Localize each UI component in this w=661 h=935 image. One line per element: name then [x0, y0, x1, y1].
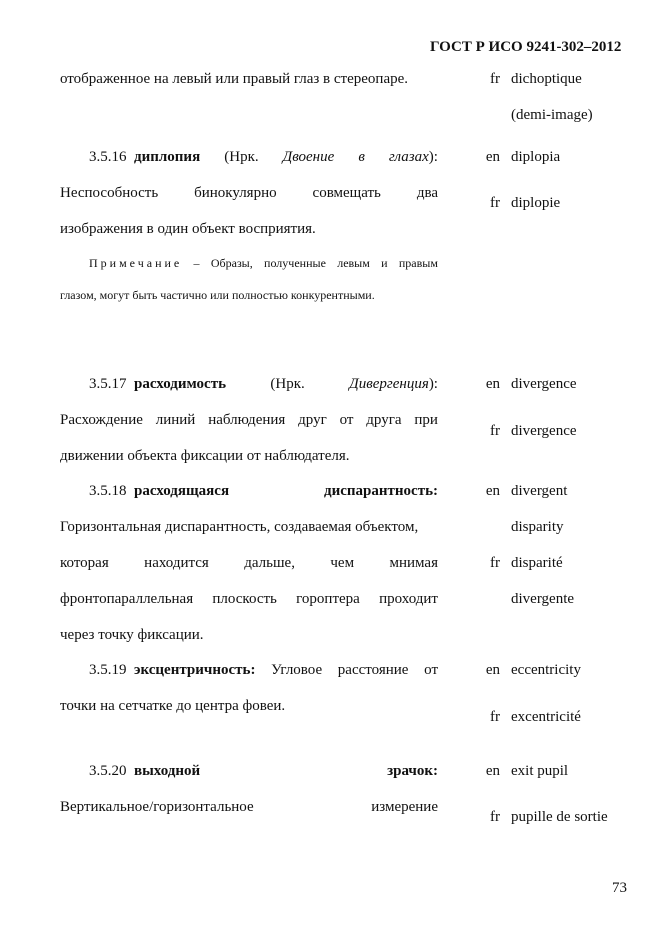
def-word: друга	[366, 412, 402, 428]
en-term: eccentricity	[511, 662, 581, 678]
prev-fr-term	[474, 70, 582, 88]
def-word: два	[416, 185, 438, 201]
entry-3-5-17-en	[474, 375, 577, 393]
entry-3-5-18-definition-line2	[60, 554, 438, 572]
lang-code-en: en	[485, 376, 500, 392]
lang-code-fr: fr	[490, 809, 500, 825]
lang-code-fr: fr	[490, 71, 500, 87]
lang-code-en: en	[485, 483, 500, 499]
note-open: (Нрк.	[270, 376, 305, 392]
def-word: которая	[60, 555, 109, 571]
entry-3-5-18-definition-line4: через точку фиксации.	[60, 627, 204, 643]
entry-number: 3.5.16	[89, 149, 127, 165]
remark-word: –	[193, 256, 200, 270]
entry-number: 3.5.17	[89, 376, 127, 392]
def-word: при	[414, 412, 438, 428]
def-word: мнимая	[389, 555, 438, 571]
entry-3-5-17-definition-line1	[60, 411, 438, 429]
entry-3-5-17-heading	[89, 375, 438, 393]
remark-word: Образы,	[210, 256, 253, 270]
lang-code-en: en	[485, 662, 500, 678]
lang-code-fr: fr	[490, 709, 500, 725]
entry-3-5-17-definition-line2: движении объекта фиксации от наблюдателя.	[60, 448, 350, 464]
fr-term: disparité	[511, 555, 563, 571]
note-word: Двоение	[282, 149, 335, 165]
remark-word: правым	[398, 256, 438, 270]
def-word: друг	[298, 412, 327, 428]
prev-definition-line: отображенное на левый или правый глаз в стереопаре.	[60, 71, 409, 87]
entry-3-5-20-definition-line1	[60, 798, 438, 816]
document-code-header: ГОСТ Р ИСО 9241-302–2012	[430, 39, 622, 55]
page-number: 73	[612, 880, 627, 896]
entry-3-5-20-heading	[89, 762, 438, 780]
lang-code-fr: fr	[490, 195, 500, 211]
def-word: измерение	[371, 799, 438, 815]
remark-word: левым	[337, 256, 370, 270]
en-term: diplopia	[511, 149, 561, 165]
remark-word: и	[381, 256, 388, 270]
def-word: находится	[144, 555, 209, 571]
entry-3-5-18-en	[474, 482, 567, 500]
entry-term: эксцентричность:	[134, 662, 256, 678]
def-word: бинокулярно	[194, 185, 277, 201]
entry-3-5-16-heading	[89, 148, 438, 166]
def-word: Угловое	[271, 662, 323, 678]
entry-3-5-16-remark-line2: глазом, могут быть частично или полностью конкурентными.	[60, 288, 375, 302]
def-word: наблюдения	[208, 412, 286, 428]
entry-3-5-19-definition-line2: точки на сетчатке до центра фовеи.	[60, 698, 286, 714]
lang-code-en: en	[485, 149, 500, 165]
entry-term: диплопия	[134, 149, 201, 165]
note-close: ):	[428, 376, 438, 392]
entry-term: расходящаяся	[134, 483, 230, 499]
lang-code-fr: fr	[490, 555, 500, 571]
fr-term: diplopie	[511, 195, 561, 211]
def-word: Вертикальное/горизонтальное	[60, 799, 254, 815]
entry-term: диспарантность:	[324, 483, 438, 499]
def-word: от	[424, 662, 438, 678]
entry-3-5-16-definition-line1	[60, 184, 438, 202]
note-word: Дивергенция	[349, 376, 429, 392]
entry-3-5-19-fr	[474, 708, 581, 726]
note-close: ):	[428, 149, 438, 165]
entry-number: 3.5.19	[89, 662, 127, 678]
lang-code-fr: fr	[490, 423, 500, 439]
en-term: divergence	[511, 376, 577, 392]
def-word: дальше,	[244, 555, 295, 571]
def-word: гороптера	[296, 591, 360, 607]
entry-3-5-18-definition-line3	[60, 590, 438, 608]
note-word: глазах	[388, 149, 429, 165]
fr-term: pupille de sortie	[511, 809, 608, 825]
prev-fr-term-cont: (demi-image)	[511, 107, 593, 123]
entry-term: выходной	[134, 763, 201, 779]
en-term: exit pupil	[511, 763, 569, 779]
entry-number: 3.5.20	[89, 763, 127, 779]
entry-term: расходимость	[134, 376, 227, 392]
entry-3-5-18-definition-line1: Горизонтальная диспарантность, создаваемая объектом,	[60, 519, 419, 535]
entry-3-5-18-fr-cont: divergente	[511, 591, 575, 607]
def-word: плоскость	[212, 591, 277, 607]
entry-term: зрачок:	[387, 763, 438, 779]
fr-term: divergence	[511, 423, 577, 439]
def-word: чем	[330, 555, 355, 571]
entry-3-5-18-heading	[89, 482, 438, 500]
entry-3-5-19-en	[474, 661, 581, 679]
def-word: расстояние	[337, 662, 409, 678]
entry-3-5-16-definition-line2: изображения в один объект восприятия.	[60, 221, 316, 237]
entry-number: 3.5.18	[89, 483, 127, 499]
note-open: (Нрк.	[224, 149, 259, 165]
entry-3-5-17-fr	[474, 422, 577, 440]
entry-3-5-16-fr	[474, 194, 560, 212]
entry-3-5-20-fr	[474, 808, 608, 826]
remark-label: Примечание	[89, 256, 183, 270]
entry-3-5-18-fr	[474, 554, 563, 572]
entry-3-5-16-remark-line1	[89, 256, 438, 270]
entry-3-5-19-heading	[89, 661, 438, 679]
note-word: в	[358, 149, 365, 165]
fr-term: dichoptique	[511, 71, 582, 87]
entry-3-5-16-en	[474, 148, 560, 166]
def-word: линий	[155, 412, 196, 428]
entry-3-5-18-en-cont: disparity	[511, 519, 564, 535]
def-word: Неспособность	[60, 185, 159, 201]
def-word: фронтопараллельная	[60, 591, 194, 607]
fr-term: excentricité	[511, 709, 581, 725]
def-word: совмещать	[312, 185, 381, 201]
lang-code-en: en	[485, 763, 500, 779]
def-word: Расхождение	[60, 412, 143, 428]
en-term: divergent	[511, 483, 568, 499]
remark-word: полученные	[264, 256, 326, 270]
entry-3-5-20-en	[474, 762, 568, 780]
def-word: от	[339, 412, 354, 428]
def-word: проходит	[379, 591, 438, 607]
